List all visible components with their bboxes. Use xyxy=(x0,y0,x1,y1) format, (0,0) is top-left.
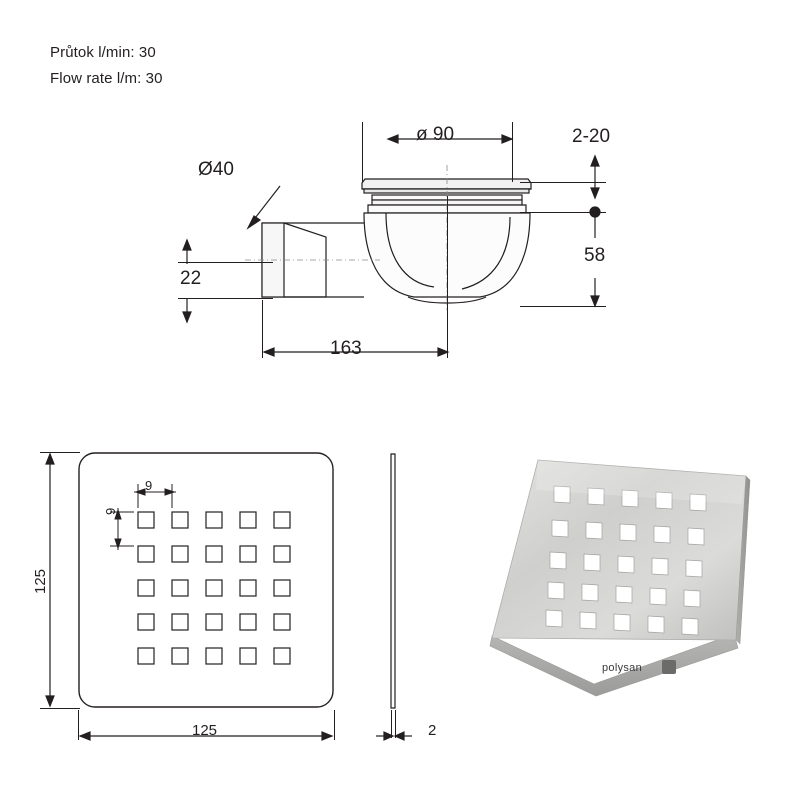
ext-line-22-bottom xyxy=(178,298,273,299)
ext-line-plan-bottom xyxy=(40,708,80,709)
flow-rate-en: Flow rate l/m: 30 xyxy=(50,70,163,87)
label-diameter-90: ø 90 xyxy=(416,124,455,145)
leader-40-svg xyxy=(238,182,298,242)
label-hole-pitch-horizontal: 9 xyxy=(145,478,153,493)
ext-line-58-bottom xyxy=(520,306,606,307)
dim-thickness-svg xyxy=(362,726,426,746)
dimension-thickness-2 xyxy=(362,726,426,746)
label-plan-width-125: 125 xyxy=(192,722,218,739)
ext-line-163-right xyxy=(447,196,448,358)
grate-plan-view xyxy=(78,452,334,708)
label-length-163: 163 xyxy=(330,338,362,359)
label-hole-pitch-vertical: 9 xyxy=(103,507,118,515)
grate-side-view xyxy=(384,452,404,710)
label-thickness-2: 2 xyxy=(428,722,437,739)
ext-line-2-20-bottom xyxy=(520,212,606,213)
label-diameter-40: Ø40 xyxy=(198,159,234,180)
ext-line-plan-right xyxy=(334,710,335,740)
ext-line-90-right xyxy=(512,122,513,182)
leader-diameter-40 xyxy=(238,182,298,242)
label-height-58: 58 xyxy=(584,245,606,266)
flow-rate-cs: Průtok l/min: 30 xyxy=(50,44,156,61)
label-range-2-20: 2-20 xyxy=(572,126,611,147)
brand-label: polysan xyxy=(602,662,643,674)
grate-plan-svg xyxy=(78,452,334,708)
label-height-22: 22 xyxy=(180,268,202,289)
dim-2-20-svg xyxy=(580,150,610,220)
product-photo xyxy=(484,448,774,710)
dimension-range-2-20 xyxy=(580,150,610,220)
ext-line-22-top xyxy=(178,262,273,263)
grate-side-svg xyxy=(384,452,404,710)
label-plan-height-125: 125 xyxy=(32,568,49,594)
brand-mark-icon xyxy=(662,660,676,674)
ext-line-2-20-top xyxy=(520,182,606,183)
ext-line-90-left xyxy=(362,122,363,182)
